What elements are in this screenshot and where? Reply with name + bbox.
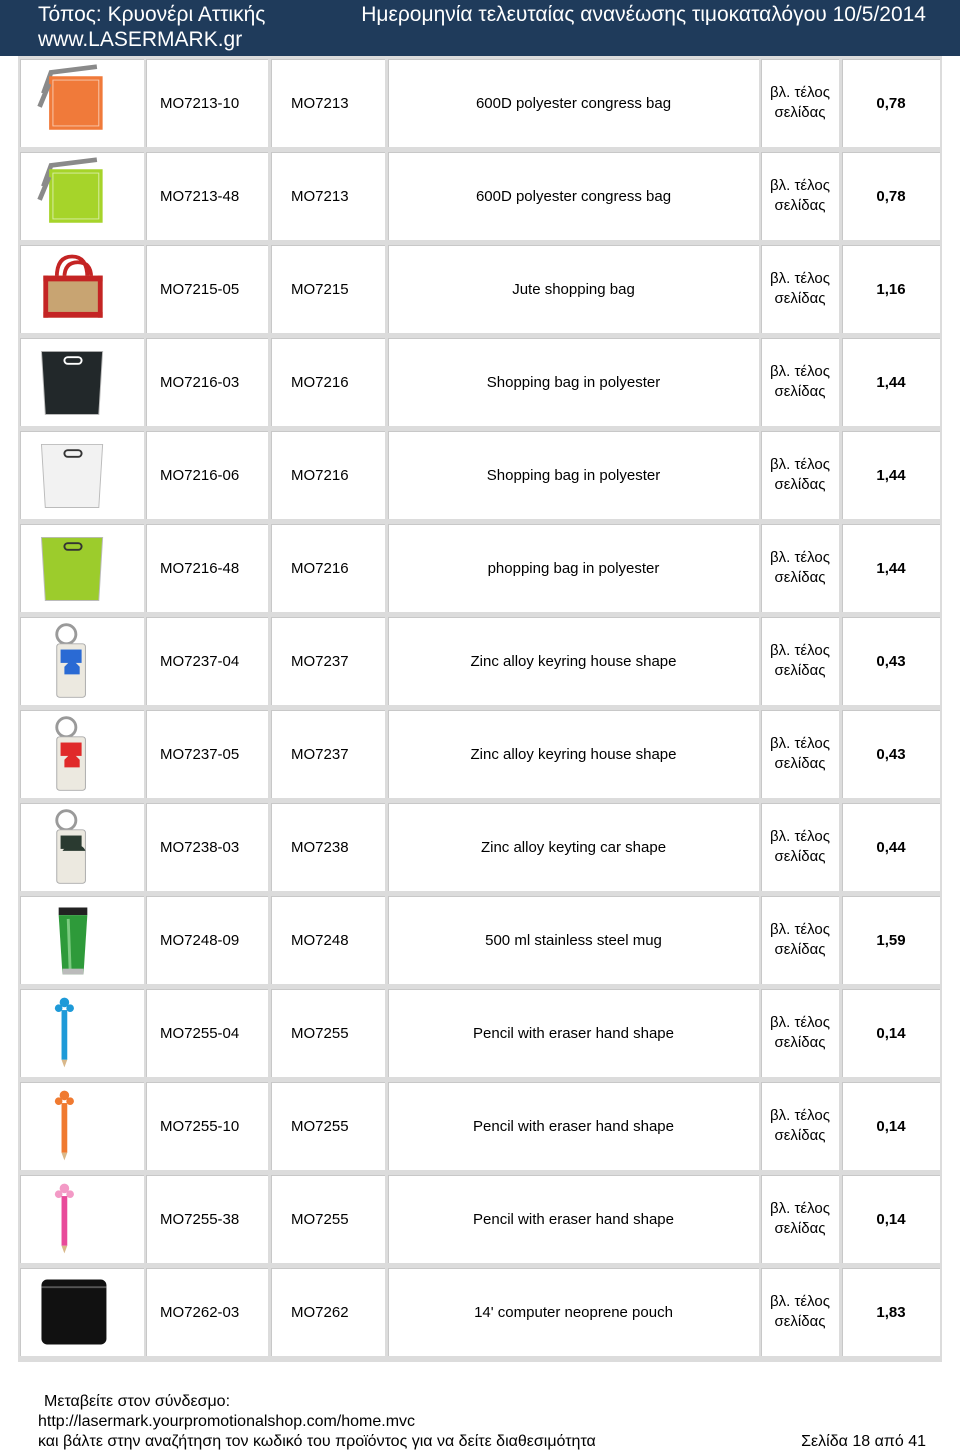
base-code: MO7255	[271, 989, 385, 1077]
base-code: MO7255	[271, 1082, 385, 1170]
link-text-line1: βλ. τέλος	[770, 1107, 830, 1124]
jute-bag-icon	[30, 249, 116, 329]
product-description: 600D polyester congress bag	[388, 59, 759, 147]
product-price: 0,43	[842, 710, 940, 798]
table-row	[18, 893, 942, 986]
orange-congress-bag-icon	[30, 63, 116, 143]
product-price: 0,14	[842, 989, 940, 1077]
link-text-line2: σελίδας	[774, 476, 826, 493]
link-text-line1: βλ. τέλος	[770, 1200, 830, 1217]
base-code: MO7248	[271, 896, 385, 984]
table-row	[18, 335, 942, 428]
base-code: MO7262	[271, 1268, 385, 1356]
see-end-of-page-link[interactable]	[761, 59, 839, 147]
link-text-line1: βλ. τέλος	[770, 270, 830, 287]
product-image-cell	[20, 617, 144, 705]
product-code: MO7237-05	[146, 710, 268, 798]
product-table	[18, 56, 942, 1362]
base-code: MO7216	[271, 338, 385, 426]
green-steel-mug-icon	[30, 900, 116, 980]
link-text-line1: βλ. τέλος	[770, 735, 830, 752]
link-text-line1: βλ. τέλος	[770, 921, 830, 938]
link-text-line2: σελίδας	[774, 1127, 826, 1144]
neoprene-pouch-icon	[30, 1272, 116, 1352]
table-row	[18, 428, 942, 521]
product-image-cell	[20, 338, 144, 426]
page-number: Σελίδα 18 από 41	[801, 1433, 926, 1450]
see-end-of-page-link[interactable]	[761, 617, 839, 705]
product-code: MO7255-04	[146, 989, 268, 1077]
product-description: Shopping bag in polyester	[388, 431, 759, 519]
see-end-of-page-link[interactable]	[761, 1175, 839, 1263]
product-code: MO7255-38	[146, 1175, 268, 1263]
link-text-line2: σελίδας	[774, 941, 826, 958]
base-code: MO7213	[271, 59, 385, 147]
table-row	[18, 986, 942, 1079]
product-price: 1,83	[842, 1268, 940, 1356]
product-description: Shopping bag in polyester	[388, 338, 759, 426]
link-text-line2: σελίδας	[774, 1034, 826, 1051]
base-code: MO7216	[271, 431, 385, 519]
see-end-of-page-link[interactable]	[761, 710, 839, 798]
footer-instruction: Μεταβείτε στον σύνδεσμο:	[44, 1393, 231, 1410]
product-code: MO7248-09	[146, 896, 268, 984]
product-image-cell	[20, 1082, 144, 1170]
orange-pencil-icon	[30, 1086, 116, 1166]
see-end-of-page-link[interactable]	[761, 896, 839, 984]
see-end-of-page-link[interactable]	[761, 989, 839, 1077]
product-description: phopping bag in polyester	[388, 524, 759, 612]
lime-shopping-bag-icon	[30, 528, 116, 608]
product-image-cell	[20, 989, 144, 1077]
table-row	[18, 1079, 942, 1172]
link-text-line2: σελίδας	[774, 197, 826, 214]
base-code: MO7213	[271, 152, 385, 240]
link-text-line1: βλ. τέλος	[770, 84, 830, 101]
product-price: 1,16	[842, 245, 940, 333]
link-text-line2: σελίδας	[774, 569, 826, 586]
product-description: 500 ml stainless steel mug	[388, 896, 759, 984]
product-image-cell	[20, 431, 144, 519]
table-row	[18, 56, 942, 149]
product-code: MO7215-05	[146, 245, 268, 333]
page-header	[0, 0, 960, 56]
base-code: MO7216	[271, 524, 385, 612]
link-text-line1: βλ. τέλος	[770, 1293, 830, 1310]
product-code: MO7262-03	[146, 1268, 268, 1356]
see-end-of-page-link[interactable]	[761, 245, 839, 333]
table-row	[18, 614, 942, 707]
table-row	[18, 149, 942, 242]
page-footer	[0, 1362, 960, 1454]
see-end-of-page-link[interactable]	[761, 431, 839, 519]
product-code: MO7238-03	[146, 803, 268, 891]
link-text-line1: βλ. τέλος	[770, 1014, 830, 1031]
see-end-of-page-link[interactable]	[761, 1082, 839, 1170]
product-price: 0,78	[842, 152, 940, 240]
link-text-line2: σελίδας	[774, 383, 826, 400]
table-row	[18, 521, 942, 614]
product-description: Pencil with eraser hand shape	[388, 989, 759, 1077]
table-row	[18, 707, 942, 800]
see-end-of-page-link[interactable]	[761, 152, 839, 240]
table-row	[18, 242, 942, 335]
product-description: Zinc alloy keyting car shape	[388, 803, 759, 891]
product-code: MO7237-04	[146, 617, 268, 705]
product-price: 0,14	[842, 1082, 940, 1170]
product-price: 0,43	[842, 617, 940, 705]
product-image-cell	[20, 1268, 144, 1356]
product-code: MO7213-10	[146, 59, 268, 147]
base-code: MO7215	[271, 245, 385, 333]
product-description: Pencil with eraser hand shape	[388, 1175, 759, 1263]
black-car-keyring-icon	[30, 807, 116, 887]
link-text-line2: σελίδας	[774, 104, 826, 121]
link-text-line1: βλ. τέλος	[770, 456, 830, 473]
product-image-cell	[20, 245, 144, 333]
table-row	[18, 800, 942, 893]
product-price: 0,44	[842, 803, 940, 891]
product-price: 0,78	[842, 59, 940, 147]
see-end-of-page-link[interactable]	[761, 524, 839, 612]
product-price: 1,44	[842, 338, 940, 426]
product-price: 1,59	[842, 896, 940, 984]
lime-congress-bag-icon	[30, 156, 116, 236]
link-text-line2: σελίδας	[774, 662, 826, 679]
product-description: Zinc alloy keyring house shape	[388, 710, 759, 798]
product-code: MO7255-10	[146, 1082, 268, 1170]
product-code: MO7216-48	[146, 524, 268, 612]
red-house-keyring-icon	[30, 714, 116, 794]
product-price: 1,44	[842, 431, 940, 519]
link-text-line1: βλ. τέλος	[770, 549, 830, 566]
link-text-line2: σελίδας	[774, 1220, 826, 1237]
base-code: MO7237	[271, 710, 385, 798]
product-image-cell	[20, 524, 144, 612]
product-description: 14' computer neoprene pouch	[388, 1268, 759, 1356]
link-text-line2: σελίδας	[774, 755, 826, 772]
base-code: MO7238	[271, 803, 385, 891]
footer-note: και βάλτε στην αναζήτηση τον κωδικό του προϊόντος για να δείτε διαθεσιμότητα	[38, 1433, 596, 1450]
link-text-line1: βλ. τέλος	[770, 642, 830, 659]
product-code: MO7216-03	[146, 338, 268, 426]
product-image-cell	[20, 803, 144, 891]
base-code: MO7237	[271, 617, 385, 705]
product-price: 0,14	[842, 1175, 940, 1263]
link-text-line1: βλ. τέλος	[770, 828, 830, 845]
product-description: Zinc alloy keyring house shape	[388, 617, 759, 705]
white-shopping-bag-icon	[30, 435, 116, 515]
last-update-text: Ημερομηνία τελευταίας ανανέωσης τιμοκαταλόγου 10/5/2014	[361, 3, 926, 26]
product-description: Jute shopping bag	[388, 245, 759, 333]
product-code: MO7213-48	[146, 152, 268, 240]
black-shopping-bag-icon	[30, 342, 116, 422]
location-text: Τόπος: Κρυονέρι Αττικής	[38, 3, 266, 26]
table-row	[18, 1172, 942, 1265]
product-image-cell	[20, 152, 144, 240]
product-image-cell	[20, 896, 144, 984]
product-price: 1,44	[842, 524, 940, 612]
product-code: MO7216-06	[146, 431, 268, 519]
link-text-line1: βλ. τέλος	[770, 177, 830, 194]
footer-link[interactable]: http://lasermark.yourpromotionalshop.com/home.mvc	[38, 1413, 416, 1430]
product-description: 600D polyester congress bag	[388, 152, 759, 240]
link-text-line2: σελίδας	[774, 1313, 826, 1330]
product-image-cell	[20, 710, 144, 798]
base-code: MO7255	[271, 1175, 385, 1263]
blue-house-keyring-icon	[30, 621, 116, 701]
site-url[interactable]: www.LASERMARK.gr	[38, 28, 243, 51]
link-text-line2: σελίδας	[774, 848, 826, 865]
table-row	[18, 1265, 942, 1358]
link-text-line1: βλ. τέλος	[770, 363, 830, 380]
see-end-of-page-link[interactable]	[761, 338, 839, 426]
product-image-cell	[20, 1175, 144, 1263]
product-description: Pencil with eraser hand shape	[388, 1082, 759, 1170]
product-image-cell	[20, 59, 144, 147]
see-end-of-page-link[interactable]	[761, 803, 839, 891]
see-end-of-page-link[interactable]	[761, 1268, 839, 1356]
pink-pencil-icon	[30, 1179, 116, 1259]
link-text-line2: σελίδας	[774, 290, 826, 307]
blue-pencil-icon	[30, 993, 116, 1073]
